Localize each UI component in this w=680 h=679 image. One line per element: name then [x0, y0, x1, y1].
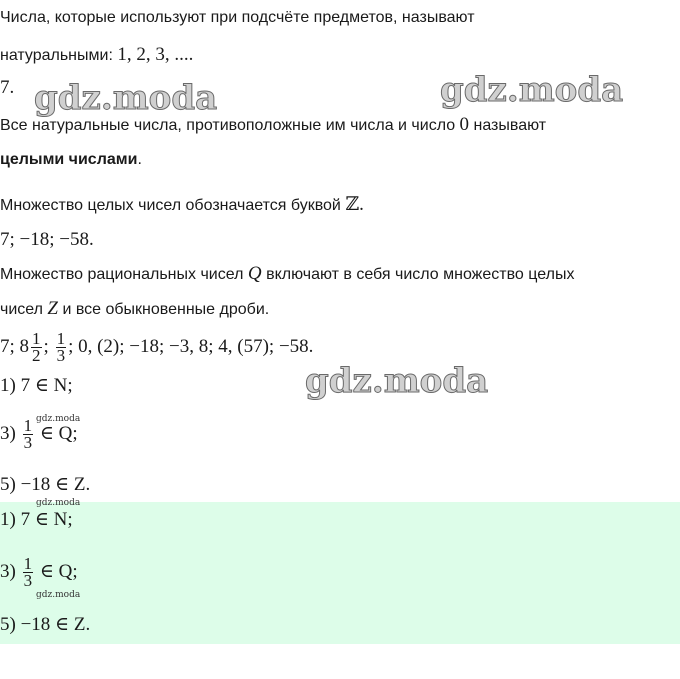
- highlight-answer-1: 1) 7 ∈ N;: [0, 509, 73, 530]
- math-inline: 1, 2, 3, ....: [117, 44, 194, 65]
- answer-5: 5) −18 ∈ Z.: [0, 474, 91, 495]
- rational-examples: 7; 8 $\frac{1}{2}$ ; $\frac{1}{3}$ ; 0, (2); −18; −3, 8; 4, (57); −58.: [0, 329, 314, 366]
- highlight-answer-3: 3) $\frac{1}{3}$ ∈ Q;: [0, 554, 78, 591]
- fraction: $\frac{1}{3}$: [23, 554, 33, 591]
- paragraph-rational: Множество рациональных чисел Q включают в себя число множество целых: [0, 263, 575, 284]
- answer-1: 1) 7 ∈ N;: [0, 375, 73, 396]
- paragraph-integers: Все натуральные числа, противоположные им числа и число 0 называют: [0, 114, 547, 135]
- watermark-logo: gdz.moda: [34, 78, 218, 118]
- watermark-logo-small: gdz.moda: [36, 590, 81, 600]
- paragraph-integer-set: Множество целых чисел обозначается буквой ℤ.: [0, 194, 364, 215]
- bold-term: целыми числами: [0, 151, 138, 168]
- paragraph-natural-numbers: [0, 8, 475, 28]
- watermark-logo-small: gdz.moda: [36, 498, 81, 508]
- watermark-logo-small: gdz.moda: [36, 414, 81, 424]
- paragraph-natural-numbers-line2: [0, 45, 193, 66]
- item-number: 7.: [0, 77, 15, 98]
- paragraph-rational-line2: чисел Z и все обыкновенные дроби.: [0, 298, 270, 319]
- text-line: натуральными:: [0, 47, 118, 64]
- fraction: $\frac{1}{3}$: [23, 416, 33, 453]
- text-line: Числа, которые используют при подсчёте предметов, называют: [0, 9, 475, 26]
- watermark-logo: gdz.moda: [440, 70, 624, 110]
- integer-examples: 7; −18; −58.: [0, 229, 94, 250]
- paragraph-integers-line2: целыми числами.: [0, 151, 142, 168]
- highlight-answer-5: 5) −18 ∈ Z.: [0, 614, 91, 635]
- watermark-logo: gdz.moda: [305, 361, 489, 401]
- fraction: $\frac{1}{2}$: [32, 329, 41, 366]
- fraction: $\frac{1}{3}$: [56, 329, 66, 366]
- answer-3: 3) $\frac{1}{3}$ ∈ Q;: [0, 416, 78, 453]
- solution-highlight-box: [0, 502, 680, 644]
